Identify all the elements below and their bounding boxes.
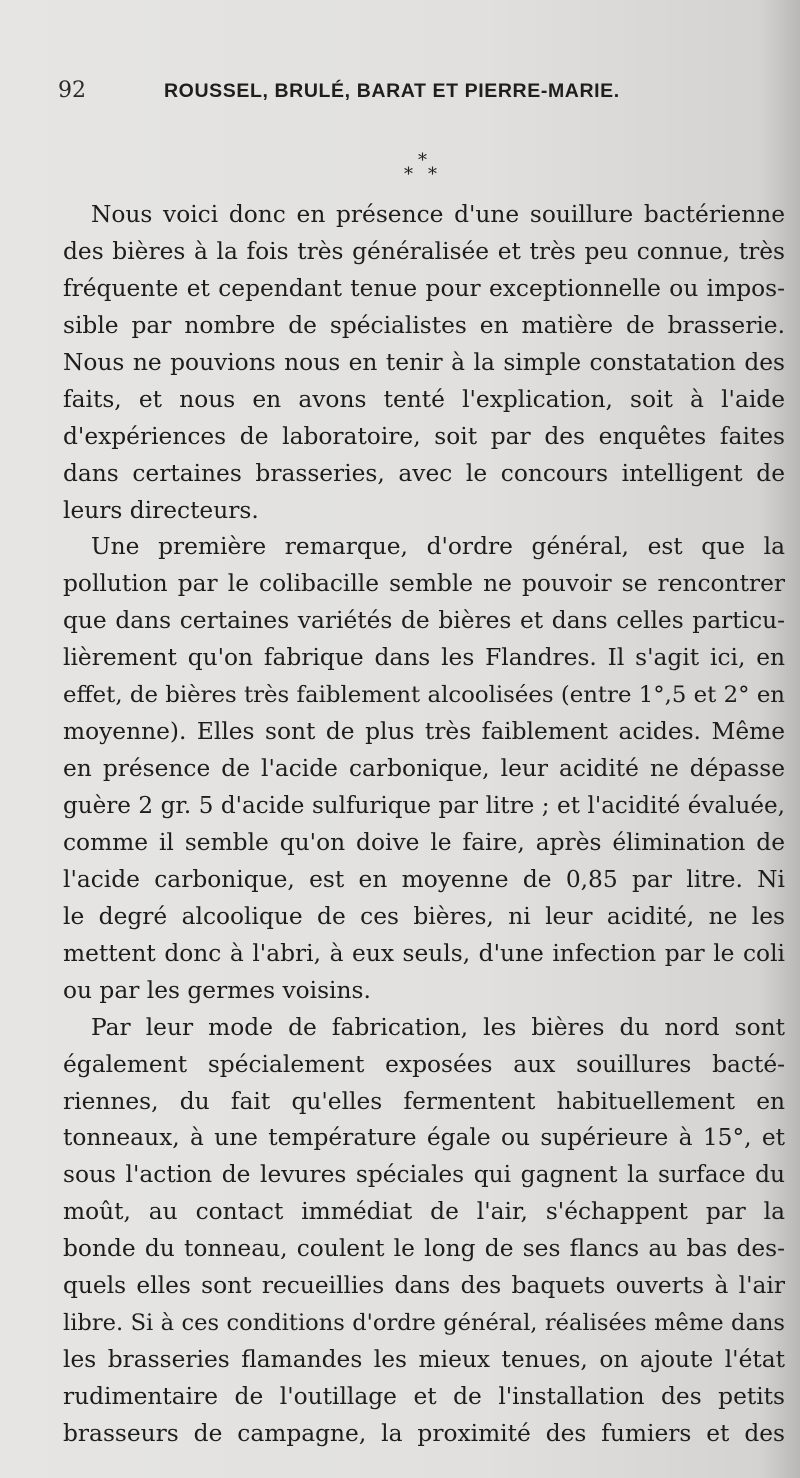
page-number: 92 [58,78,86,103]
text-line: l'acide carbonique, est en moyenne de 0,85 par litre. Ni [63,865,785,893]
text-line: guère 2 gr. 5 d'acide sulfurique par litre ; et l'acidité évaluée, [63,793,785,819]
text-line: leurs directeurs. [63,496,259,524]
text-line: sous l'action de levures spéciales qui gagnent la surface du [63,1161,785,1189]
paragraph-1 [63,197,785,529]
text-line: lièrement qu'on fabrique dans les Flandres. Il s'agit ici, en [63,644,785,672]
asterism-star: * [404,164,413,185]
text-line: dans certaines brasseries, avec le concours intelligent de [63,459,785,487]
text-line: le degré alcoolique de ces bières, ni leur acidité, ne les [63,902,785,930]
text-line: ou par les germes voisins. [63,976,371,1004]
text-line: bonde du tonneau, coulent le long de ses flancs au bas des- [63,1235,785,1263]
text-line: des bières à la fois très généralisée et très peu connue, très [63,237,785,265]
text-line: d'expériences de laboratoire, soit par des enquêtes faites [63,422,785,450]
running-title: ROUSSEL, BRULÉ, BARAT ET PIERRE-MARIE. [164,80,620,102]
text-line: Nous ne pouvions nous en tenir à la simple constatation des [63,348,785,376]
text-line: libre. Si à ces conditions d'ordre général, réalisées même dans [63,1310,785,1337]
text-line: riennes, du fait qu'elles fermentent habituellement en [63,1087,785,1115]
text-line: faits, et nous en avons tenté l'explication, soit à l'aide [63,385,785,413]
asterism-star: * [418,150,427,171]
text-line: quels elles sont recueillies dans des baquets ouverts à l'air [63,1272,785,1300]
text-line: que dans certaines variétés de bières et dans celles particu- [63,607,785,635]
paragraph-3 [63,1010,785,1453]
text-line: comme il semble qu'on doive le faire, après élimination de [63,828,785,856]
text-line: également spécialement exposées aux souillures bacté- [63,1050,785,1078]
text-line: effet, de bières très faiblement alcoolisées (entre 1°,5 et 2° en [63,682,785,709]
asterism-star: * [428,164,437,185]
text-line: rudimentaire de l'outillage et de l'installation des petits [63,1383,785,1410]
text-line: pollution par le colibacille semble ne pouvoir se rencontrer [63,570,785,598]
asterism [398,150,448,190]
body-text [63,197,785,1453]
paragraph-2 [63,529,785,1009]
text-line: Nous voici donc en présence d'une souillure bactérienne [91,201,785,228]
text-line: Par leur mode de fabrication, les bières du nord sont [91,1013,785,1041]
running-head [58,78,778,110]
text-line: Une première remarque, d'ordre général, est que la [91,533,785,561]
text-line: mettent donc à l'abri, à eux seuls, d'une infection par le coli [63,939,785,967]
text-line: en présence de l'acide carbonique, leur acidité ne dépasse [63,755,785,783]
text-line: moyenne). Elles sont de plus très faiblement acides. Même [63,718,785,746]
text-line: moût, au contact immédiat de l'air, s'échappent par la [63,1198,785,1226]
text-line: tonneaux, à une température égale ou supérieure à 15°, et [63,1124,785,1152]
text-line: brasseurs de campagne, la proximité des fumiers et des [63,1419,785,1447]
text-line: les brasseries flamandes les mieux tenues, on ajoute l'état [63,1346,785,1374]
text-line: sible par nombre de spécialistes en matière de brasserie. [63,311,785,339]
text-line: fréquente et cependant tenue pour exceptionnelle ou impos- [63,274,785,302]
